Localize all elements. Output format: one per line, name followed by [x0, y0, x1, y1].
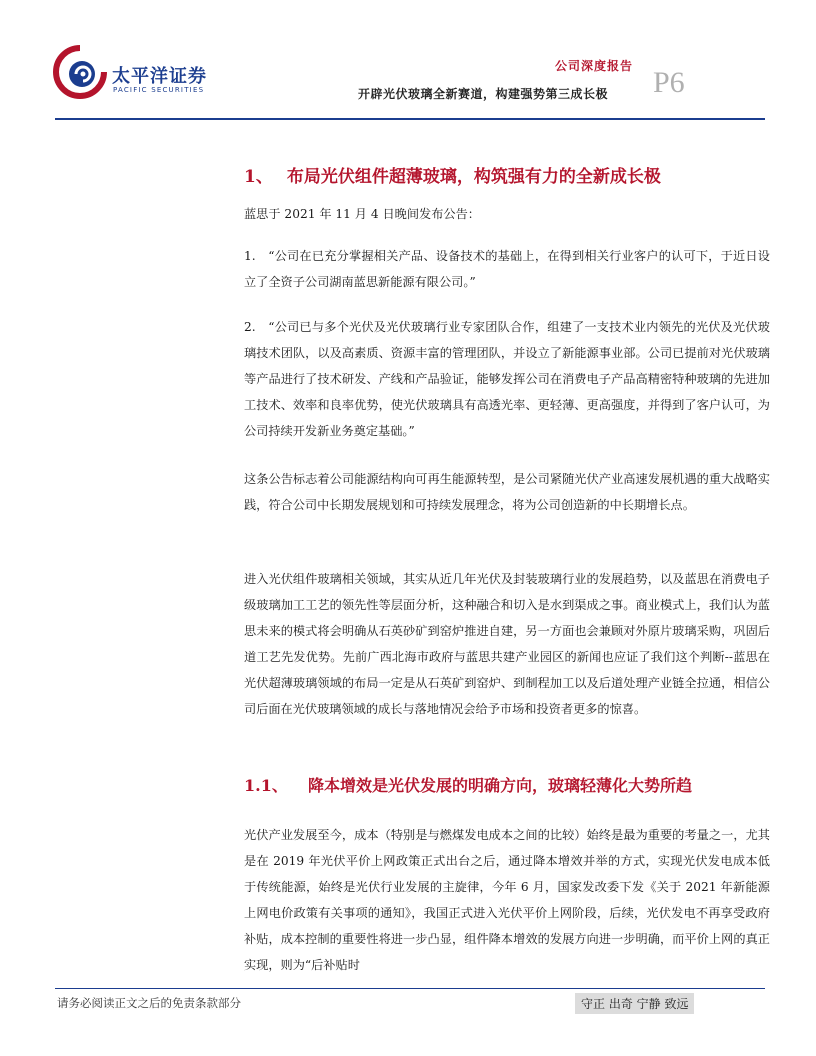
body-paragraph-3: 这条公告标志着公司能源结构向可再生能源转型，是公司紧随光伏产业高速发展机遇的重大战略实践，符合公司中长期发展规划和可持续发展理念，将为公司创造新的中长期增长点。	[244, 472, 770, 512]
footer-motto: 守正 出奇 宁静 致远	[575, 993, 694, 1014]
announcement-item-1: 1. “公司在已充分掌握相关产品、设备技术的基础上，在得到相关行业客户的认可下，于近日设立了全资子公司湖南蓝思新能源有限公司。”	[244, 249, 770, 289]
logo-english-name: PACIFIC SECURITIES	[113, 86, 205, 94]
announcement-item-2: 2. “公司已与多个光伏及光伏玻璃行业专家团队合作，组建了一支技术业内领先的光伏及光伏玻璃技术团队，以及高素质、资源丰富的管理团队，并设立了新能源事业部。公司已提前对光伏玻璃等产品进行了技术研发、产线和产品验证，能够发挥公司在消费电子产品高精密特种玻璃的先进加工技术、效率和良率优势，使光伏玻璃具有高透光率、更轻薄、更高强度，并得到了客户认可，为公司持续开发新业务奠定基础。”	[244, 320, 770, 438]
company-logo	[48, 40, 218, 102]
section-number: 1、	[244, 167, 273, 187]
page-number: P6	[653, 66, 685, 99]
report-type: 公司深度报告	[555, 59, 634, 73]
report-title: 开辟光伏玻璃全新赛道，构建强势第三成长极	[358, 87, 609, 101]
body-paragraph-5: 光伏产业发展至今，成本（特别是与燃煤发电成本之间的比较）始终是最为重要的考量之一，尤其是在 2019 年光伏平价上网政策正式出台之后，通过降本增效并举的方式，实现光伏发电成本低于传统能源，始终是光伏行业发展的主旋律，今年 6 月，国家发改委下发《关于 2021 年新能源上网电价政策有关事项的通知》，我国正式进入光伏平价上网阶段，后续，光伏发电不再享受政府补贴，成本控制的重要性将进一步凸显，组件降本增效的发展方向进一步明确，而平价上网的真正实现，则为“后补贴时	[244, 828, 770, 972]
section-heading-1-1	[244, 773, 692, 796]
footer-divider	[55, 988, 765, 989]
pacific-logo-icon	[52, 44, 108, 100]
logo-chinese-name: 太平洋证券	[112, 66, 207, 87]
header-divider	[55, 118, 765, 120]
section-title: 布局光伏组件超薄玻璃，构筑强有力的全新成长极	[286, 167, 661, 187]
subsection-title: 降本增效是光伏发展的明确方向，玻璃轻薄化大势所趋	[308, 776, 693, 795]
body-paragraph-4: 进入光伏组件玻璃相关领域，其实从近几年光伏及封装玻璃行业的发展趋势，以及蓝思在消费电子级玻璃加工工艺的领先性等层面分析，这种融合和切入是水到渠成之事。商业模式上，我们认为蓝思未来的模式将会明确从石英砂矿到窑炉推进自建，另一方面也会兼顾对外原片玻璃采购，巩固后道工艺先发优势。先前广西北海市政府与蓝思共建产业园区的新闻也应证了我们这个判断--蓝思在光伏超薄玻璃领域的布局一定是从石英矿到窑炉、到制程加工以及后道处理产业链全拉通，相信公司后面在光伏玻璃领域的成长与落地情况会给予市场和投资者更多的惊喜。	[244, 572, 770, 716]
section-heading-1	[244, 162, 661, 187]
footer-disclaimer: 请务必阅读正文之后的免责条款部分	[57, 996, 241, 1010]
subsection-number: 1.1、	[244, 776, 288, 795]
intro-paragraph: 蓝思于 2021 年 11 月 4 日晚间发布公告：	[244, 207, 480, 221]
